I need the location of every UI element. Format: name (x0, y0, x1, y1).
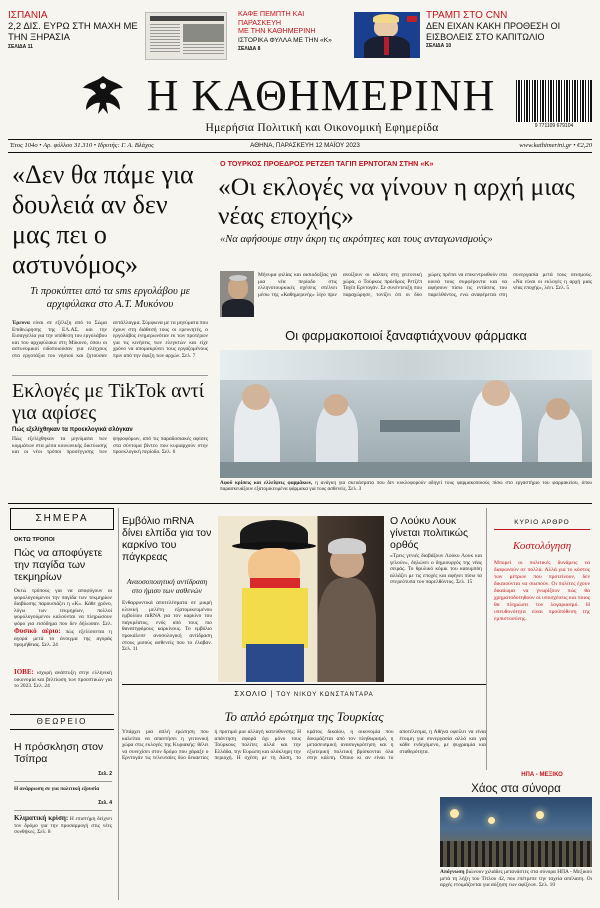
column-rule (486, 508, 487, 770)
lucky-headline[interactable]: Ο Λούκυ Λουκ γίνεται πολιτικώς ορθός (390, 515, 469, 551)
teaser-title: ΜΕ ΤΗΝ ΚΑΘΗΜΕΡΙΝΗ (238, 26, 316, 35)
tiktok-body: Πώς εξελίχθηκαν τα μηνύματα των κομμάτων στα μέσα κοινωνικής δικτύωσης και οι νέοι τρόποι προσέγγισης των ψηφοφόρων, από τις παραδοσιακές αφίσες στα σύντομα βίντεο που κυριαρχούν στην προεκλογική περίοδο. Σελ. 6 (12, 436, 208, 456)
border-photo (440, 797, 592, 867)
teaser-sub: ΙΣΤΟΡΙΚΑ ΦΥΛΛΑ ΜΕ ΤΗΝ «Κ» (238, 36, 332, 44)
scholio-label: ΣΧΟΛΙΟ | ΤΟΥ ΝΙΚΟΥ ΚΩΝΣΤΑΝΤΑΡΑ (234, 689, 374, 698)
lead-body-lead: Έρευνα (12, 320, 30, 326)
teaser-page: ΣΕΛΙΔΑ 8 (238, 45, 261, 52)
theorio-title: ΘΕΩΡΕΙΟ (36, 717, 88, 726)
mrna-body: Ενθαρρυντικά αποτελέσματα σε μικρή κλινική μελέτη εξατομικευμένου εμβολίου mRNA για τον καρκίνο του παγκρέατος, ενός από τους πιο θανατηφόρους καρκίνους. Το εμβόλιο προκάλεσε ανοσολογική αντίδραση στους μισούς ασθενείς που το έλαβαν. Σελ. 11 (122, 600, 212, 653)
today-body: Οκτώ τρόπους για να αποφύγουν οι φορολογούμενοι την παγίδα των τεκμηρίων διαβίωσης παρουσιάζει η «Κ». Κάθε χρόνο, λόγω των τεκμηρίων, πολλοί φορολογούμενοι καλούνται να πληρώσουν φόρο για εισόδημα που δεν δήλωσαν. Σελ. (14, 588, 112, 626)
pharma-caption (220, 480, 592, 494)
today-headline[interactable]: Πώς να αποφύγετε την παγίδα των τεκμηρίων (14, 547, 103, 583)
teaser-kicker: ΚΑΦΕ ΠΕΜΠΤΗ ΚΑΙ ΠΑΡΑΣΚΕΥΗ (238, 9, 305, 27)
scholio-body: Υπάρχει μια απλή ερώτηση που καλείται να απαντήσει η γειτονική χώρα στις εκλογές της Κυριακής: θέλει να συνεχίσει στον δρόμο που χάραξε ο Ερντογάν τις τελευταίες δύο δεκαετίες ή προτιμά μια αλλαγή κατεύθυνσης; Η απάντηση αφορά όχι μόνο τους Τούρκους πολίτες αλλά και την Ελλάδα, την Ευρώπη και ολόκληρη την περιοχή. Η σχέση με τη Δύση, το κράτος δικαίου, η οικονομία που δοκιμάζεται από τον πληθωρισμό, η μετασεισμική ανασυγκρότηση και η εξωτερική πολιτική βρίσκονται όλα στην κάλπη. Οποιο κι αν είναι το αποτέλεσμα, η Αθήνα οφείλει να είναι έτοιμη για συνεργασία αλλά και για κάθε ενδεχόμενο, με ψυχραιμία και σταθερότητα. (122, 729, 486, 762)
editorial-headline[interactable]: Κοστολόγηση (512, 540, 572, 552)
theorio-item[interactable] (14, 786, 112, 798)
teaser-spain[interactable] (8, 10, 140, 60)
editorial-body: Μπορεί οι πολιτικές δυνάμεις να διαφωνούν σε πολλά. Αλλά για το κόστος των μέτρων που προτείνουν, δεν δικαιούνται να σιωπούν. Οι πολίτες έχουν δικαίωμα να γνωρίζουν πώς θα χρηματοδοτηθούν οι υποσχέσεις και ποιος θα πληρώσει τον λογαριασμό. Η υπευθυνότητα είναι προϋπόθεση της εμπιστοσύνης. (494, 560, 590, 622)
divider (14, 810, 112, 811)
pharma-photo (220, 350, 592, 478)
lead-body-text: είναι σε εξέλιξη από το Σώμα Επιθεώρησης της ΕΛ.ΑΣ. και την Εισαγγελία για την υπόθεση του εργολάβου και του αρχιφύλακα στη Μύκονο, όπου οι αστυνομικοί ειδοποιούσαν για ελέγχους στα εργοτάξια του νησιού και ζητούσαν αντάλλαγμα. Σύμφωνα με τα μηνύματα που έχουν στη διάθεσή τους οι ερευνητές, ο εργολάβος ενημερωνόταν εκ των προτέρων για τις κινήσεις των ελεγκτών και είχε χρόνο να απομακρύνει τους εργαζομένους πριν από την άφιξη των αρχών. Σελ. 7 (12, 320, 208, 359)
theorio-item-page: Σελ. 4 (98, 800, 112, 806)
mrna-headline[interactable]: Εμβόλιο mRNA δίνει ελπίδα για τον καρκίνο του πάγκρεας (122, 515, 212, 563)
today-item-lead: ΙΟΒΕ: (14, 669, 34, 676)
teaser-title: 2,2 ΔΙΣ. ΕΥΡΩ ΣΤΗ ΜΑΧΗ ΜΕ ΤΗΝ ΞΗΡΑΣΙΑ (8, 21, 138, 43)
teaser-trump-image (354, 12, 420, 58)
teaser-kafe[interactable] (238, 10, 348, 60)
pharma-headline[interactable]: Οι φαρμακοποιοί ξαναφτιάχνουν φάρμακα (285, 328, 527, 343)
web-price: www.kathimerini.gr • €2,20 (519, 142, 592, 149)
lucky-body: «Τρεις γενιές διαβάζουν Λούκυ Λουκ και γελούν», δηλώνει ο δημιουργός της νέας σειράς. Το θρυλικό κόμικ του καουμπόη αλλάζει με τις εποχές και αφήνει πίσω τα στερεότυπα του παρελθόντος. Σελ. 15 (390, 553, 482, 586)
scholio-label-text: ΣΧΟΛΙΟ (234, 689, 268, 698)
lead-body (12, 320, 208, 370)
tiktok-deck: Πώς εξελίχθηκαν τα προεκλογικά σλόγκαν (12, 427, 133, 433)
main-headline[interactable]: «Οι εκλογές να γίνουν η αρχή μιας νέας εποχής» (218, 172, 575, 230)
divider (12, 375, 208, 376)
editorial-rule (494, 529, 590, 530)
main-deck: «Να αφήσουμε στην άκρη τις ακρότητες και τους ανταγωνισμούς» (220, 234, 493, 245)
pharma-caption-text: η ανάγκη για σκευάσματα που δεν κυκλοφορούν οδηγεί τους φαρμακοποιούς πίσω στο εργαστήριο του φαρμακείου, όπου παρασκευάζουν εξατομικευμένα φάρμακα για τους ασθενείς. Σελ. 3 (220, 480, 592, 493)
main-body: Μήνυμα φιλίας και αισιοδοξίας για μια νέα περίοδο στις ελληνοτουρκικές σχέσεις στέλνει μέσω της «Καθημερινής» λίγο πριν ανοίξουν οι κάλπες στη γειτονική χώρα, ο Τούρκος πρόεδρος Ρετζέπ Ταγίπ Ερντογάν. Σε συνέντευξη που παραχώρησε, τονίζει ότι οι δύο χώρες πρέπει να επικεντρωθούν στα κοινά τους συμφέροντα και να αφήσουν πίσω τις εντάσεις του παρελθόντος, ενώ αναφέρεται στη συνεργασία μετά τους σεισμούς. «Να είναι οι εκλογές η αρχή μιας νέας εποχής», λέει. Σελ. 5 (258, 272, 592, 298)
today-title: ΣΗΜΕΡΑ (35, 513, 89, 524)
divider (14, 781, 112, 782)
teaser-trump[interactable] (426, 10, 594, 60)
masthead-subtitle: Ημερήσια Πολιτική και Οικονομική Εφημερίδα (205, 122, 439, 134)
teaser-kicker: ΤΡΑΜΠ ΣΤΟ CNN (426, 10, 508, 21)
lucky-luke-photo (218, 516, 384, 682)
theorio-headline[interactable]: Η πρόσκληση στον Τσίπρα (14, 741, 104, 765)
divider (8, 503, 592, 504)
main-kicker: Ο ΤΟΥΡΚΟΣ ΠΡΟΕΔΡΟΣ ΡΕΤΖΕΠ ΤΑΓΙΠ ΕΡΝΤΟΓΑΝ ΣΤΗΝ «Κ» (220, 159, 434, 168)
theorio-item-lead: Κλιματική κρίση: (14, 815, 69, 822)
masthead-rule-bottom (8, 152, 592, 153)
edition-info: Έτος 104ο • Αρ. φύλλου 31.310 • Ιδρυτής: Γ. Α. Βλάχος (10, 142, 154, 149)
theorio-item-text: Η επιστήμη δείχνει τον δρόμο για την προσαρμογή στις νέες συνθήκες. Σελ. 8 (14, 816, 112, 836)
teaser-title: ΔΕΝ ΕΙΧΑΝ ΚΑΚΗ ΠΡΟΘΕΣΗ ΟΙ ΕΙΣΒΟΛΕΙΣ ΣΤΟ ΚΑΠΙΤΩΛΙΟ (426, 21, 561, 42)
today-section: ΟΚΤΩ ΤΡΟΠΟΙ (14, 537, 55, 543)
today-item-text: πώς εξελίσσεται η αγορά μετά το άνοιγμα της αγοράς προμήθειας. Σελ. 24 (14, 629, 112, 649)
border-kicker: ΗΠΑ - ΜΕΞΙΚΟ (521, 772, 563, 778)
erdogan-photo (220, 271, 254, 317)
teaser-page: ΣΕΛΙΔΑ 10 (426, 43, 452, 49)
border-caption (440, 869, 592, 903)
masthead-title: Η ΚΑΘΗΜΕΡΙΝΗ (146, 71, 496, 120)
today-item[interactable] (14, 628, 112, 650)
teaser-page: ΣΕΛΙΔΑ 11 (8, 44, 33, 50)
divider (122, 684, 486, 685)
today-item-text: ισχυρή ανάπτυξη στην ελληνική οικονομία και βελτίωση των προοπτικών για το 2023. Σελ. 24 (14, 670, 112, 690)
column-rule (118, 508, 119, 900)
masthead-rule (8, 139, 592, 140)
tiktok-headline[interactable]: Εκλογές με TikTok αντί για αφίσες (12, 380, 205, 424)
barcode-number: 9 771109 679104 (534, 123, 574, 129)
teaser-newspaper-image (145, 12, 227, 60)
lead-deck: Τι προκύπτει από τα sms εργολάβου με αρχιφύλακα στο Α.Τ. Μυκόνου (30, 286, 190, 310)
border-caption-lead: Απόγνωση (440, 869, 465, 875)
date-line: ΑΘΗΝΑ, ΠΑΡΑΣΚΕΥΗ 12 ΜΑΪΟΥ 2023 (250, 142, 360, 149)
today-item-lead: Φυσικό αέριο: (14, 628, 61, 635)
scholio-author: ΤΟΥ ΝΙΚΟΥ ΚΩΝΣΤΑΝΤΑΡΑ (276, 692, 374, 698)
lead-headline[interactable]: «Δεν θα πάμε για δουλειά αν δεν μας πει ο αστυνόμος» (12, 160, 194, 279)
pharma-caption-lead: Αφού κρίσεις και ελλείψεις φαρμάκων, (220, 480, 313, 486)
barcode (516, 80, 592, 122)
teaser-kicker: ΙΣΠΑΝΙΑ (8, 10, 48, 21)
today-item[interactable] (14, 669, 112, 707)
border-headline[interactable]: Χάος στα σύνορα (471, 783, 561, 795)
eagle-logo (80, 72, 126, 118)
scholio-headline[interactable]: Το απλό ερώτημα της Τουρκίας (224, 709, 384, 724)
border-caption-text: βιώνουν χιλιάδες μετανάστες στα σύνορα ΗΠΑ - Μεξικού μετά τη λήξη του Τίτλου 42, που επέτρεπε την ταχεία απέλαση. Οι αρχές ετοιμάζονται για αύξηση των αφίξεων. Σελ. 10 (440, 869, 592, 889)
editorial-title: ΚΥΡΙΟ ΑΡΘΡΟ (514, 519, 570, 526)
mrna-deck: Αναοσοποιητική αντίδραση στο ήμισυ των ασθενών (126, 577, 208, 595)
theorio-item[interactable] (14, 815, 112, 855)
theorio-page: Σελ. 2 (98, 771, 112, 777)
theorio-item-text: Η ανάρρωση σε για πολιτική εξουσία (14, 786, 100, 792)
